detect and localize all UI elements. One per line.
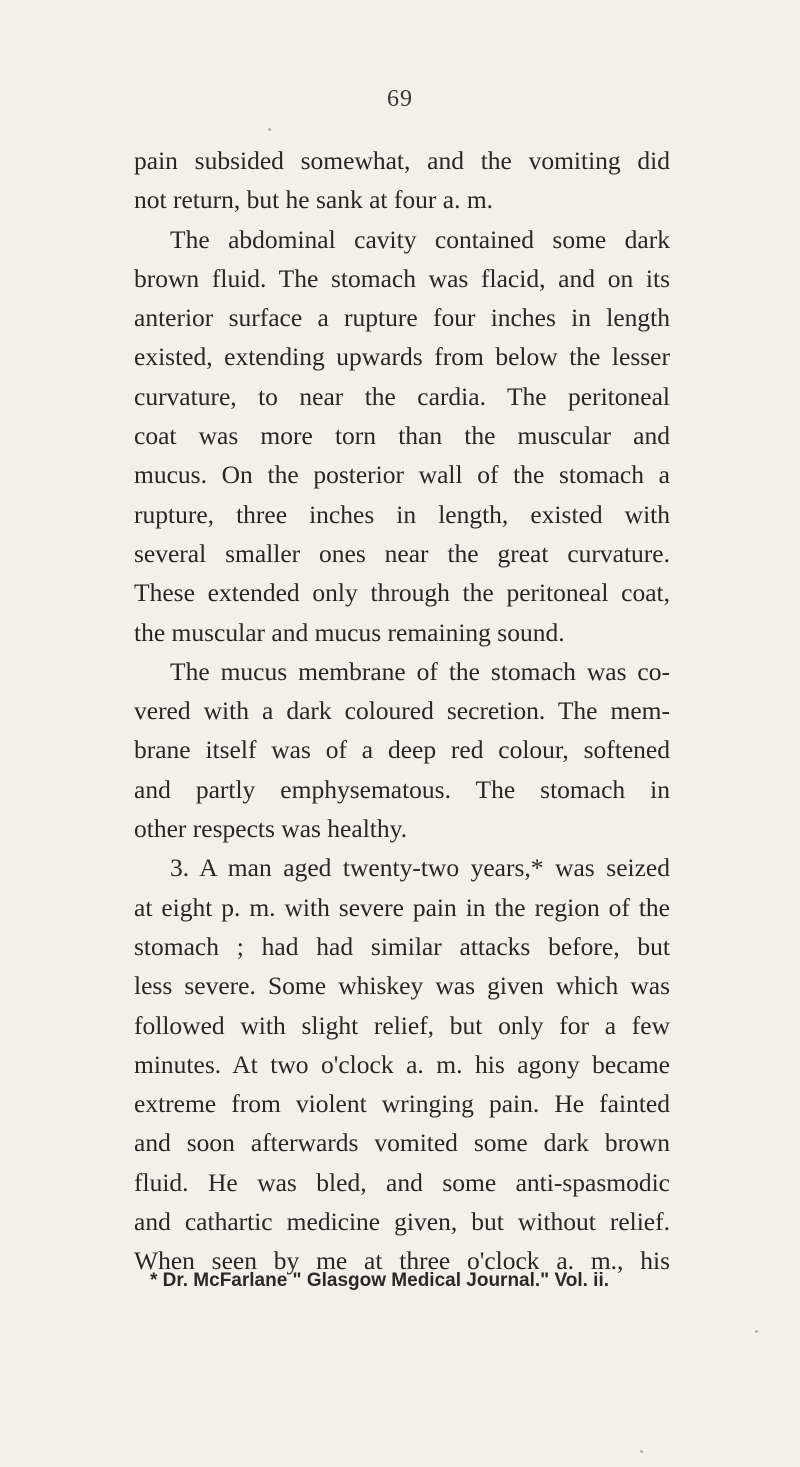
text-line: the muscular and mucus remaining sound. bbox=[134, 617, 565, 647]
paper-speck bbox=[268, 128, 271, 131]
text-line: pain subsided somewhat, and the vomiting did bbox=[134, 146, 670, 175]
text-line: brown fluid. The stomach was flacid, and on its bbox=[134, 263, 670, 293]
text-line: and cathartic medicine given, but without relief. bbox=[134, 1207, 670, 1237]
text-line: 3. A man aged twenty-two years,* was seized bbox=[170, 853, 670, 883]
text-line: other respects was healthy. bbox=[134, 814, 408, 844]
text-line: mucus. On the posterior wall of the stomach a bbox=[134, 460, 670, 490]
text-line: vered with a dark coloured secretion. The mem- bbox=[134, 696, 670, 726]
paper-speck bbox=[755, 1330, 758, 1333]
text-line: rupture, three inches in length, existed with bbox=[134, 499, 670, 529]
text-line: curvature, to near the cardia. The peritoneal bbox=[134, 381, 670, 411]
text-line: When seen by me at three o'clock a. m., his bbox=[134, 1246, 670, 1276]
footnote: * Dr. McFarlane " Glasgow Medical Journal." Vol. ii. bbox=[150, 1270, 610, 1291]
text-line: existed, extending upwards from below the lesser bbox=[134, 342, 670, 372]
text-line: stomach ; had had similar attacks before, but bbox=[134, 931, 670, 961]
text-line: These extended only through the peritoneal coat, bbox=[134, 578, 670, 608]
text-line: at eight p. m. with severe pain in the region of the bbox=[134, 892, 670, 922]
text-line: several smaller ones near the great curvature. bbox=[134, 538, 670, 568]
text-line: The mucus membrane of the stomach was co- bbox=[170, 656, 670, 686]
text-line: fluid. He was bled, and some anti-spasmodic bbox=[134, 1167, 670, 1197]
text-line: followed with slight relief, but only for a few bbox=[134, 1010, 670, 1040]
text-line: The abdominal cavity contained some dark bbox=[170, 224, 670, 254]
text-line: brane itself was of a deep red colour, softened bbox=[134, 735, 670, 765]
text-line: coat was more torn than the muscular and bbox=[134, 421, 670, 451]
text-line: less severe. Some whiskey was given which was bbox=[134, 971, 670, 1001]
text-line: and soon afterwards vomited some dark brown bbox=[134, 1128, 670, 1158]
text-line: extreme from violent wringing pain. He fainted bbox=[134, 1089, 670, 1119]
page-number: 69 bbox=[387, 86, 413, 112]
text-line: and partly emphysematous. The stomach in bbox=[134, 774, 670, 804]
text-line: anterior surface a rupture four inches in length bbox=[134, 303, 670, 333]
text-line: not return, but he sank at four a. m. bbox=[134, 185, 494, 215]
body-text bbox=[134, 141, 670, 1281]
paper-speck bbox=[640, 1450, 643, 1453]
text-line: minutes. At two o'clock a. m. his agony became bbox=[134, 1049, 670, 1079]
